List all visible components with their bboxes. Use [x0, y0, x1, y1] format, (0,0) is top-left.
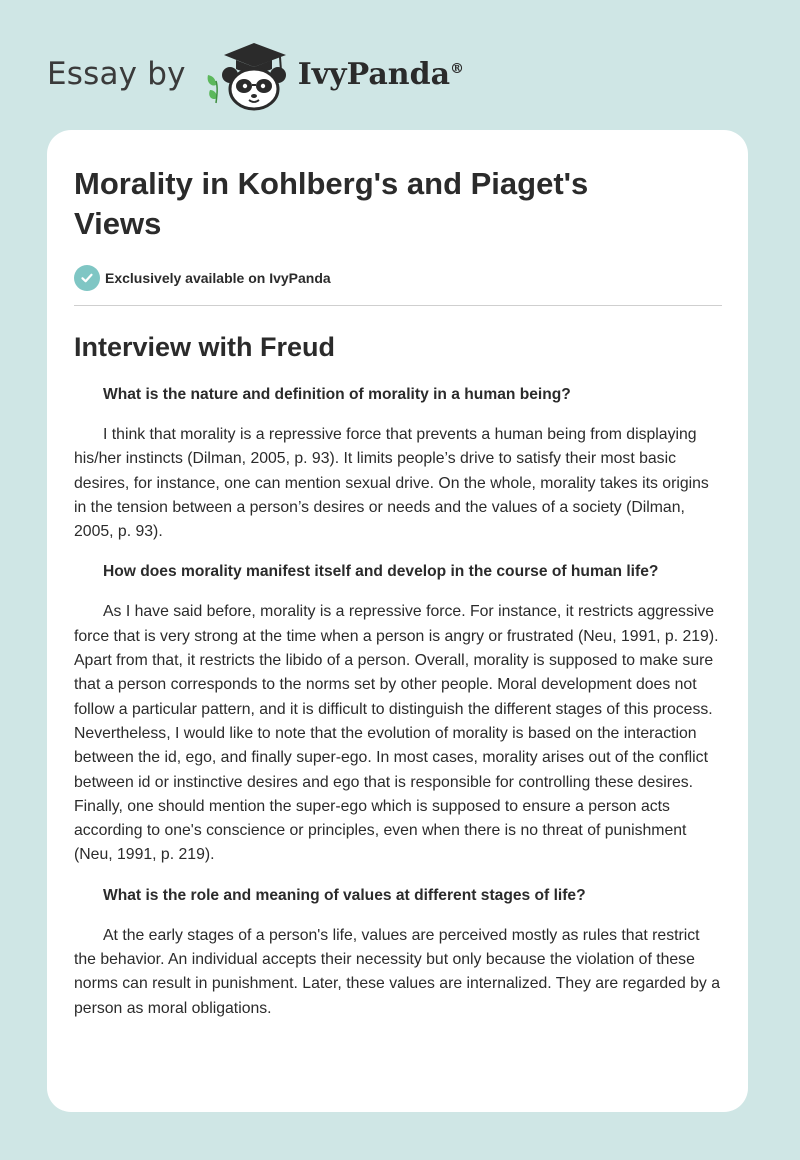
answer: At the early stages of a person's life, values are perceived mostly as rules that restrict the behavior. An individual accepts their necessity but only because the violation of these norms can result in punishment. Later, these values are internalized. They are regarded by a person as moral obligations.: [74, 926, 720, 1017]
brand-name: IvyPanda®: [297, 56, 465, 92]
leaf-icon: [207, 75, 217, 103]
divider: [74, 305, 722, 306]
essay-title: Morality in Kohlberg's and Piaget's Views: [74, 166, 589, 241]
exclusive-badge: [74, 264, 722, 292]
question: What is the role and meaning of values at different stages of life?: [103, 886, 586, 904]
brand-logo[interactable]: [47, 34, 464, 114]
section-heading: Interview with Freud: [74, 332, 336, 362]
question: How does morality manifest itself and develop in the course of human life?: [103, 563, 659, 581]
panda-graduate-logo-icon: [204, 35, 292, 113]
essay-card: [47, 130, 748, 1112]
check-circle-icon: [74, 265, 100, 291]
brand-prefix: Essay by: [47, 56, 186, 92]
qa-item: [74, 383, 722, 544]
qa-item: [74, 560, 722, 867]
answer: I think that morality is a repressive force that prevents a human being from displaying his/her instincts (Dilman, 2005, p. 93). It limits people’s drive to satisfy their most basic desires, for instance, one can mention sexual drive. On the whole, morality takes its origins in the tension between a person’s desires or needs and the values of a society (Dilman, 2005, p. 93).: [74, 426, 709, 541]
qa-item: [74, 884, 722, 1021]
answer: As I have said before, morality is a repressive force. For instance, it restricts aggressive force that is very strong at the time when a person is angry or frustrated (Neu, 1991, p. 219). Apart from that, it restricts the libido of a person. Overall, morality is supposed to make sure that a person corresponds to the norms set by other people. Moral development does not follow a particular pattern, and it is difficult to distinguish the different stages of this process. Nevertheless, I would like to note that the evolution of morality is based on the interaction between the id, ego, and finally super-ego. In most cases, morality arises out of the conflict between id or instinctive desires and ego that is responsible for controlling these desires. Finally, one should mention the super-ego which is supposed to ensure a person acts according to one's conscience or principles, even when there is no threat of punishment (Neu, 1991, p. 219).: [74, 603, 719, 864]
question: What is the nature and definition of morality in a human being?: [103, 386, 571, 403]
exclusive-label: Exclusively available on IvyPanda: [105, 270, 331, 286]
